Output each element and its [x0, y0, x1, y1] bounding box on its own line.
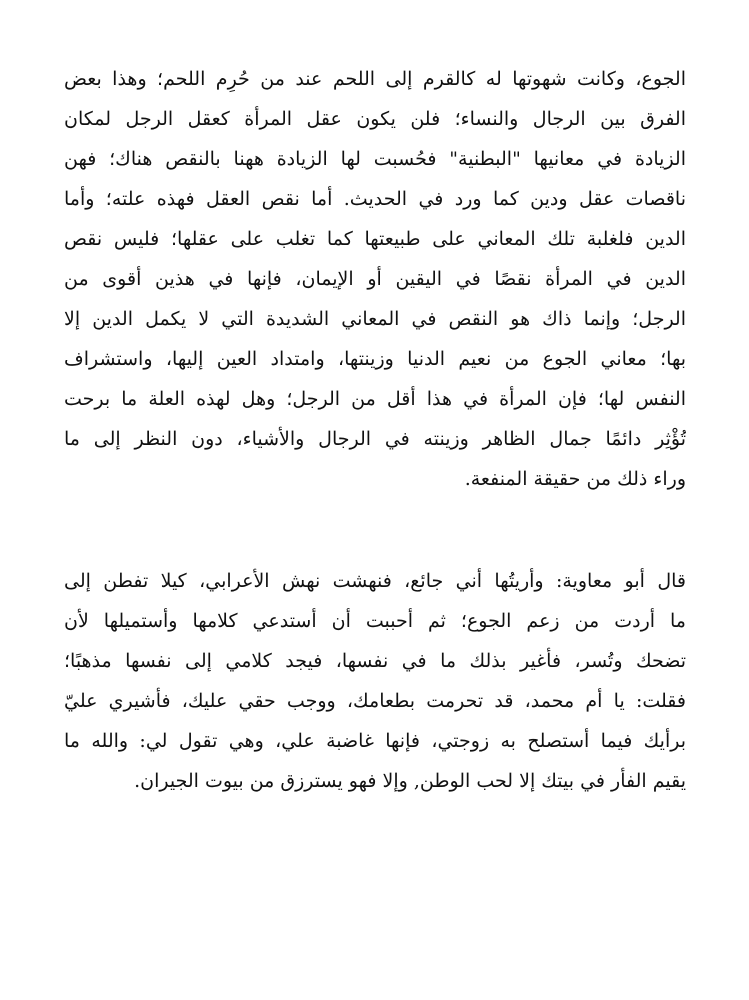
- text-line: بها؛ معاني الجوع من نعيم الدنيا وزينتها، وامتداد العين إليها، واستشراف: [64, 348, 686, 370]
- text-line: الرجل؛ وإنما ذاك هو النقص في المعاني الشديدة التي لا يكمل الدين إلا: [64, 308, 686, 330]
- text-line: تُؤْثِر دائمًا جمال الظاهر وزينته في الرجال والأشياء، دون النظر إلى ما: [64, 428, 686, 450]
- text-line: النفس لها؛ فإن المرأة في هذا أقل من الرجل؛ وهل لهذه العلة ما برحت: [64, 388, 686, 410]
- text-line: الزيادة في معانيها "البطنية" فحُسبت لها الزيادة ههنا بالنقص هناك؛ فهن: [64, 148, 686, 170]
- paragraph-1: [64, 59, 686, 499]
- text-line: الفرق بين الرجال والنساء؛ فلن يكون عقل المرأة كعقل الرجل لمكان: [64, 108, 686, 130]
- text-line: الدين فلغلبة تلك المعاني على طبيعتها كما تغلب على عقلها؛ فليس نقص: [64, 228, 686, 250]
- text-line: الدين في المرأة نقصًا في اليقين أو الإيمان، فإنها في هذين أقوى من: [64, 268, 686, 290]
- text-line: فقلت: يا أم محمد، قد تحرمت بطعامك، ووجب حقي عليك، فأشيري عليّ: [64, 690, 686, 712]
- text-line: قال أبو معاوية: وأريتُها أني جائع، فنهشت نهش الأعرابي، كيلا تفطن إلى: [64, 570, 686, 592]
- text-line: ما أردت من زعم الجوع؛ ثم أحببت أن أستدعي كلامها وأستميلها لأن: [64, 610, 686, 632]
- text-line: يقيم الفأر في بيتك إلا لحب الوطن, وإلا فهو يسترزق من بيوت الجيران.: [134, 770, 686, 792]
- text-line: تضحك وتُسر، فأغير بذلك ما في نفسها، فيجد كلامي إلى نفسها مذهبًا؛: [64, 650, 686, 672]
- text-line: وراء ذلك من حقيقة المنفعة.: [464, 468, 686, 490]
- text-line: الجوع، وكانت شهوتها له كالقرم إلى اللحم عند من حُرِم اللحم؛ وهذا بعض: [64, 68, 686, 90]
- text-line: برأيك فيما أستصلح به زوجتي، فإنها غاضبة علي، وهي تقول لي: والله ما: [64, 730, 686, 752]
- text-line: ناقصات عقل ودين كما ورد في الحديث. أما نقص العقل فهذه علته؛ وأما: [64, 188, 686, 210]
- paragraph-2: [64, 561, 686, 801]
